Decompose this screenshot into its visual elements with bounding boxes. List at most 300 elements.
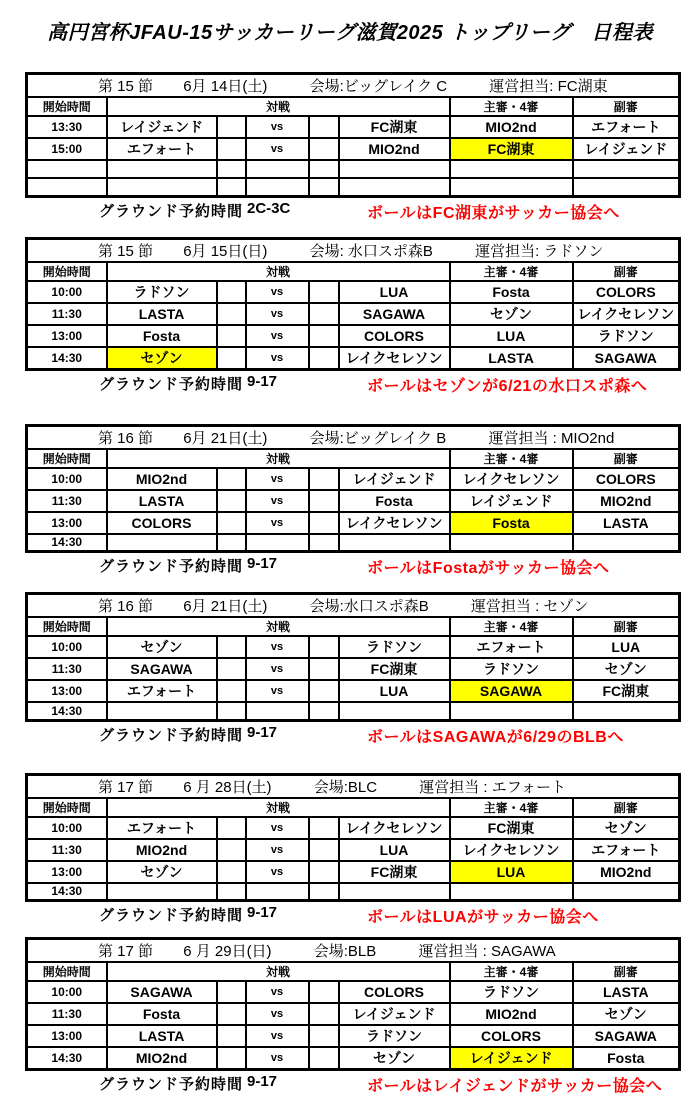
venue-label: 会場:ビッグレイク B bbox=[309, 429, 447, 447]
date-label: 6月 21日(土) bbox=[183, 429, 268, 447]
referee-cell: COLORS bbox=[450, 1025, 573, 1047]
match-row bbox=[27, 138, 680, 160]
spacer-cell bbox=[309, 303, 339, 325]
away-team-cell: Fosta bbox=[339, 490, 450, 512]
vs-label: vs bbox=[246, 636, 309, 658]
section-header bbox=[27, 425, 680, 449]
kickoff-time: 11:30 bbox=[27, 490, 107, 512]
col-header-time: 開始時間 bbox=[27, 97, 107, 116]
away-team-cell: ラドソン bbox=[339, 636, 450, 658]
schedule-list bbox=[25, 72, 678, 1095]
section-header bbox=[27, 774, 680, 798]
away-team-cell: SAGAWA bbox=[339, 303, 450, 325]
home-team-cell: セゾン bbox=[107, 861, 217, 883]
vs-label: vs bbox=[246, 325, 309, 347]
kickoff-time: 14:30 bbox=[27, 883, 107, 901]
date-label: 6 月 29日(日) bbox=[183, 943, 272, 960]
col-header-match: 対戦 bbox=[107, 97, 450, 116]
away-team-cell: LUA bbox=[339, 680, 450, 702]
match-row bbox=[27, 512, 680, 534]
round-label: 第 16 節 bbox=[98, 598, 154, 615]
spacer-cell bbox=[309, 468, 339, 490]
date-label: 6月 14日(土) bbox=[183, 78, 268, 95]
referee-cell: SAGAWA bbox=[450, 680, 573, 702]
spacer-cell bbox=[309, 839, 339, 861]
kickoff-time: 14:30 bbox=[27, 1047, 107, 1070]
referee-cell: LUA bbox=[450, 325, 573, 347]
col-header-time: 開始時間 bbox=[27, 449, 107, 468]
assistant-referee-cell: MIO2nd bbox=[573, 861, 680, 883]
vs-label: vs bbox=[246, 303, 309, 325]
col-header-match: 対戦 bbox=[107, 962, 450, 981]
schedule-section-2 bbox=[25, 237, 678, 395]
away-team-cell: レイジェンド bbox=[339, 1003, 450, 1025]
round-label: 第 17 節 bbox=[98, 778, 154, 796]
col-header-assistant: 副審 bbox=[573, 97, 680, 116]
away-team-cell: セゾン bbox=[339, 1047, 450, 1070]
spacer-cell bbox=[309, 138, 339, 160]
assistant-referee-cell: セゾン bbox=[573, 658, 680, 680]
kickoff-time: 11:30 bbox=[27, 658, 107, 680]
kickoff-time: 11:30 bbox=[27, 1003, 107, 1025]
col-header-match: 対戦 bbox=[107, 449, 450, 468]
assistant-referee-cell: レイジェンド bbox=[573, 138, 680, 160]
assistant-referee-cell bbox=[573, 160, 680, 178]
spacer-cell bbox=[309, 817, 339, 839]
venue-label: 会場:ビッグレイク C bbox=[309, 78, 448, 95]
kickoff-time: 13:00 bbox=[27, 512, 107, 534]
kickoff-time: 10:00 bbox=[27, 281, 107, 303]
spacer-cell bbox=[309, 861, 339, 883]
away-team-cell: COLORS bbox=[339, 325, 450, 347]
section-header bbox=[27, 939, 680, 963]
assistant-referee-cell: ラドソン bbox=[573, 325, 680, 347]
away-team-cell bbox=[339, 702, 450, 720]
assistant-referee-cell: LUA bbox=[573, 636, 680, 658]
spacer-cell bbox=[217, 160, 246, 178]
section-header bbox=[27, 238, 680, 262]
col-header-referee: 主審・4審 bbox=[450, 97, 573, 116]
spacer-cell bbox=[309, 281, 339, 303]
assistant-referee-cell bbox=[573, 702, 680, 720]
away-team-cell bbox=[339, 534, 450, 552]
ground-reservation-label: グラウンド予約時間 bbox=[99, 375, 244, 393]
col-header-assistant: 副審 bbox=[573, 798, 680, 817]
vs-label: vs bbox=[246, 138, 309, 160]
vs-label: vs bbox=[246, 680, 309, 702]
kickoff-time: 13:00 bbox=[27, 680, 107, 702]
kickoff-time: 10:00 bbox=[27, 636, 107, 658]
spacer-cell bbox=[309, 160, 339, 178]
assistant-referee-cell: レイクセレソン bbox=[573, 303, 680, 325]
ground-reservation-time: 9-17 bbox=[247, 1073, 278, 1090]
col-header-assistant: 副審 bbox=[573, 262, 680, 281]
schedule-section-5 bbox=[25, 773, 678, 926]
ball-return-note: ボールはFostaがサッカー協会へ bbox=[367, 560, 610, 577]
spacer-cell bbox=[217, 468, 246, 490]
home-team-cell: レイジェンド bbox=[107, 116, 217, 138]
spacer-cell bbox=[309, 680, 339, 702]
vs-label: vs bbox=[246, 981, 309, 1003]
kickoff-time bbox=[27, 178, 107, 196]
col-header-time: 開始時間 bbox=[27, 798, 107, 817]
vs-label: vs bbox=[246, 490, 309, 512]
ground-reservation-label: グラウンド予約時間 bbox=[99, 202, 244, 220]
venue-label: 会場: 水口スポ森B bbox=[309, 242, 433, 260]
kickoff-time: 13:30 bbox=[27, 116, 107, 138]
table-footer bbox=[25, 199, 678, 222]
schedule-section-3 bbox=[25, 424, 678, 577]
spacer-cell bbox=[309, 1047, 339, 1070]
away-team-cell bbox=[339, 178, 450, 196]
schedule-table-1 bbox=[25, 72, 681, 198]
vs-label: vs bbox=[246, 512, 309, 534]
vs-label: vs bbox=[246, 281, 309, 303]
spacer-cell bbox=[309, 1003, 339, 1025]
kickoff-time: 15:00 bbox=[27, 138, 107, 160]
match-row bbox=[27, 1047, 680, 1070]
staff-label: 運営担当 : セゾン bbox=[470, 598, 589, 615]
referee-cell: レイクセレソン bbox=[450, 839, 573, 861]
home-team-cell: Fosta bbox=[107, 1003, 217, 1025]
table-footer bbox=[25, 904, 678, 926]
round-label: 第 15 節 bbox=[98, 78, 154, 95]
home-team-cell: COLORS bbox=[107, 512, 217, 534]
spacer-cell bbox=[309, 512, 339, 534]
spacer-cell bbox=[217, 1047, 246, 1070]
spacer-cell bbox=[217, 1003, 246, 1025]
ground-reservation-label: グラウンド予約時間 bbox=[99, 726, 244, 744]
assistant-referee-cell: LASTA bbox=[573, 981, 680, 1003]
home-team-cell: LASTA bbox=[107, 303, 217, 325]
ball-return-note: ボールはSAGAWAが6/29のBLBへ bbox=[367, 728, 624, 746]
col-header-match: 対戦 bbox=[107, 262, 450, 281]
col-header-assistant: 副審 bbox=[573, 617, 680, 636]
col-header-assistant: 副審 bbox=[573, 962, 680, 981]
round-label: 第 16 節 bbox=[98, 429, 154, 447]
staff-label: 運営担当 : エフォート bbox=[419, 778, 567, 796]
match-row bbox=[27, 883, 680, 901]
spacer-cell bbox=[217, 512, 246, 534]
referee-cell: Fosta bbox=[450, 281, 573, 303]
referee-cell: レイジェンド bbox=[450, 490, 573, 512]
spacer-cell bbox=[309, 116, 339, 138]
section-header bbox=[27, 594, 680, 618]
match-row bbox=[27, 636, 680, 658]
away-team-cell: レイジェンド bbox=[339, 468, 450, 490]
home-team-cell bbox=[107, 178, 217, 196]
spacer-cell bbox=[217, 281, 246, 303]
referee-cell: LASTA bbox=[450, 347, 573, 370]
assistant-referee-cell: セゾン bbox=[573, 817, 680, 839]
spacer-cell bbox=[217, 490, 246, 512]
assistant-referee-cell: エフォート bbox=[573, 839, 680, 861]
spacer-cell bbox=[309, 658, 339, 680]
referee-cell: LUA bbox=[450, 861, 573, 883]
col-header-referee: 主審・4審 bbox=[450, 449, 573, 468]
match-row bbox=[27, 281, 680, 303]
kickoff-time: 13:00 bbox=[27, 1025, 107, 1047]
spacer-cell bbox=[217, 658, 246, 680]
schedule-table-3 bbox=[25, 424, 681, 554]
assistant-referee-cell: Fosta bbox=[573, 1047, 680, 1070]
kickoff-time: 14:30 bbox=[27, 534, 107, 552]
col-header-assistant: 副審 bbox=[573, 449, 680, 468]
spacer-cell bbox=[309, 534, 339, 552]
referee-cell: MIO2nd bbox=[450, 1003, 573, 1025]
ground-reservation-time: 9-17 bbox=[247, 555, 278, 572]
ground-reservation-time: 9-17 bbox=[247, 372, 278, 390]
spacer-cell bbox=[217, 1025, 246, 1047]
staff-label: 運営担当 : SAGAWA bbox=[418, 943, 556, 960]
assistant-referee-cell: MIO2nd bbox=[573, 490, 680, 512]
spacer-cell bbox=[309, 490, 339, 512]
section-header bbox=[27, 74, 680, 98]
referee-cell: レイジェンド bbox=[450, 1047, 573, 1070]
ground-reservation-time: 9-17 bbox=[247, 723, 278, 741]
referee-cell bbox=[450, 883, 573, 901]
assistant-referee-cell: エフォート bbox=[573, 116, 680, 138]
table-footer bbox=[25, 555, 678, 577]
kickoff-time: 13:00 bbox=[27, 325, 107, 347]
away-team-cell: レイクセレソン bbox=[339, 347, 450, 370]
assistant-referee-cell: COLORS bbox=[573, 281, 680, 303]
venue-label: 会場:BLC bbox=[313, 778, 378, 796]
date-label: 6月 15日(日) bbox=[183, 242, 268, 260]
assistant-referee-cell bbox=[573, 883, 680, 901]
away-team-cell: レイクセレソン bbox=[339, 817, 450, 839]
away-team-cell: LUA bbox=[339, 281, 450, 303]
col-header-match: 対戦 bbox=[107, 798, 450, 817]
match-row bbox=[27, 116, 680, 138]
home-team-cell bbox=[107, 160, 217, 178]
spacer-cell bbox=[217, 680, 246, 702]
home-team-cell: MIO2nd bbox=[107, 468, 217, 490]
spacer-cell bbox=[217, 534, 246, 552]
venue-label: 会場:水口スポ森B bbox=[309, 598, 429, 615]
match-row bbox=[27, 702, 680, 720]
ball-return-note: ボールはFC湖東がサッカー協会へ bbox=[367, 204, 620, 222]
col-header-referee: 主審・4審 bbox=[450, 962, 573, 981]
spacer-cell bbox=[309, 178, 339, 196]
referee-cell: Fosta bbox=[450, 512, 573, 534]
match-row bbox=[27, 468, 680, 490]
ground-reservation-label: グラウンド予約時間 bbox=[99, 1076, 244, 1093]
round-label: 第 17 節 bbox=[98, 943, 154, 960]
home-team-cell: エフォート bbox=[107, 680, 217, 702]
vs-label: vs bbox=[246, 1003, 309, 1025]
kickoff-time: 10:00 bbox=[27, 468, 107, 490]
vs-label: vs bbox=[246, 1025, 309, 1047]
home-team-cell bbox=[107, 702, 217, 720]
spacer-cell bbox=[309, 702, 339, 720]
kickoff-time: 14:30 bbox=[27, 702, 107, 720]
col-header-match: 対戦 bbox=[107, 617, 450, 636]
spacer-cell bbox=[217, 839, 246, 861]
assistant-referee-cell: LASTA bbox=[573, 512, 680, 534]
spacer-cell bbox=[217, 702, 246, 720]
col-header-referee: 主審・4審 bbox=[450, 262, 573, 281]
date-label: 6 月 28日(土) bbox=[183, 778, 272, 796]
vs-label: vs bbox=[246, 1047, 309, 1070]
ground-reservation-label: グラウンド予約時間 bbox=[99, 907, 244, 924]
date-label: 6月 21日(土) bbox=[183, 598, 268, 615]
spacer-cell bbox=[217, 303, 246, 325]
schedule-table-2 bbox=[25, 237, 681, 371]
match-row bbox=[27, 839, 680, 861]
away-team-cell: COLORS bbox=[339, 981, 450, 1003]
referee-cell: ラドソン bbox=[450, 981, 573, 1003]
schedule-section-6 bbox=[25, 937, 678, 1095]
ball-return-note: ボールはレイジェンドがサッカー協会へ bbox=[367, 1078, 663, 1095]
page-title: 高円宮杯JFAU-15サッカーリーグ滋賀2025 トップリーグ 日程表 bbox=[47, 22, 653, 44]
referee-cell bbox=[450, 702, 573, 720]
spacer-cell bbox=[217, 636, 246, 658]
vs-label bbox=[246, 534, 309, 552]
vs-label: vs bbox=[246, 468, 309, 490]
table-footer bbox=[25, 372, 678, 395]
spacer-cell bbox=[217, 178, 246, 196]
schedule-table-6 bbox=[25, 937, 681, 1071]
spacer-cell bbox=[217, 981, 246, 1003]
col-header-referee: 主審・4審 bbox=[450, 798, 573, 817]
home-team-cell: LASTA bbox=[107, 1025, 217, 1047]
assistant-referee-cell bbox=[573, 178, 680, 196]
match-row bbox=[27, 534, 680, 552]
match-row bbox=[27, 160, 680, 178]
away-team-cell: FC湖東 bbox=[339, 861, 450, 883]
vs-label: vs bbox=[246, 839, 309, 861]
spacer-cell bbox=[309, 883, 339, 901]
home-team-cell: LASTA bbox=[107, 490, 217, 512]
referee-cell: FC湖東 bbox=[450, 138, 573, 160]
vs-label bbox=[246, 702, 309, 720]
schedule-section-1 bbox=[25, 72, 678, 222]
assistant-referee-cell bbox=[573, 534, 680, 552]
staff-label: 運営担当 : MIO2nd bbox=[488, 429, 615, 447]
kickoff-time: 10:00 bbox=[27, 981, 107, 1003]
assistant-referee-cell: セゾン bbox=[573, 1003, 680, 1025]
home-team-cell: エフォート bbox=[107, 817, 217, 839]
spacer-cell bbox=[217, 861, 246, 883]
referee-cell: ラドソン bbox=[450, 658, 573, 680]
home-team-cell: Fosta bbox=[107, 325, 217, 347]
vs-label: vs bbox=[246, 658, 309, 680]
referee-cell bbox=[450, 534, 573, 552]
match-row bbox=[27, 325, 680, 347]
home-team-cell: ラドソン bbox=[107, 281, 217, 303]
match-row bbox=[27, 817, 680, 839]
referee-cell bbox=[450, 178, 573, 196]
referee-cell: FC湖東 bbox=[450, 817, 573, 839]
away-team-cell bbox=[339, 883, 450, 901]
away-team-cell: FC湖東 bbox=[339, 658, 450, 680]
kickoff-time: 10:00 bbox=[27, 817, 107, 839]
ball-return-note: ボールはセゾンが6/21の水口スポ森へ bbox=[367, 377, 648, 395]
vs-label bbox=[246, 178, 309, 196]
vs-label: vs bbox=[246, 347, 309, 370]
assistant-referee-cell: COLORS bbox=[573, 468, 680, 490]
match-row bbox=[27, 1025, 680, 1047]
away-team-cell: FC湖東 bbox=[339, 116, 450, 138]
spacer-cell bbox=[217, 883, 246, 901]
home-team-cell: SAGAWA bbox=[107, 981, 217, 1003]
kickoff-time: 11:30 bbox=[27, 839, 107, 861]
col-header-time: 開始時間 bbox=[27, 262, 107, 281]
referee-cell: MIO2nd bbox=[450, 116, 573, 138]
spacer-cell bbox=[217, 347, 246, 370]
home-team-cell: SAGAWA bbox=[107, 658, 217, 680]
spacer-cell bbox=[217, 325, 246, 347]
col-header-time: 開始時間 bbox=[27, 962, 107, 981]
match-row bbox=[27, 1003, 680, 1025]
assistant-referee-cell: FC湖東 bbox=[573, 680, 680, 702]
match-row bbox=[27, 658, 680, 680]
match-row bbox=[27, 680, 680, 702]
table-footer bbox=[25, 1073, 678, 1095]
col-header-referee: 主審・4審 bbox=[450, 617, 573, 636]
spacer-cell bbox=[309, 981, 339, 1003]
home-team-cell: セゾン bbox=[107, 347, 217, 370]
spacer-cell bbox=[217, 138, 246, 160]
spacer-cell bbox=[309, 1025, 339, 1047]
away-team-cell: MIO2nd bbox=[339, 138, 450, 160]
home-team-cell: エフォート bbox=[107, 138, 217, 160]
home-team-cell bbox=[107, 534, 217, 552]
away-team-cell: ラドソン bbox=[339, 1025, 450, 1047]
match-row bbox=[27, 347, 680, 370]
vs-label: vs bbox=[246, 861, 309, 883]
schedule-table-4 bbox=[25, 592, 681, 722]
match-row bbox=[27, 490, 680, 512]
referee-cell: エフォート bbox=[450, 636, 573, 658]
away-team-cell: レイクセレソン bbox=[339, 512, 450, 534]
assistant-referee-cell: SAGAWA bbox=[573, 347, 680, 370]
spacer-cell bbox=[309, 347, 339, 370]
home-team-cell: セゾン bbox=[107, 636, 217, 658]
home-team-cell: MIO2nd bbox=[107, 839, 217, 861]
schedule-table-5 bbox=[25, 773, 681, 903]
assistant-referee-cell: SAGAWA bbox=[573, 1025, 680, 1047]
venue-label: 会場:BLB bbox=[313, 943, 377, 960]
match-row bbox=[27, 303, 680, 325]
match-row bbox=[27, 178, 680, 196]
ground-reservation-time: 9-17 bbox=[247, 904, 278, 921]
staff-label: 運営担当: FC湖東 bbox=[489, 78, 608, 95]
home-team-cell bbox=[107, 883, 217, 901]
kickoff-time bbox=[27, 160, 107, 178]
round-label: 第 15 節 bbox=[98, 242, 154, 260]
away-team-cell bbox=[339, 160, 450, 178]
kickoff-time: 11:30 bbox=[27, 303, 107, 325]
match-row bbox=[27, 981, 680, 1003]
vs-label bbox=[246, 160, 309, 178]
ground-reservation-label: グラウンド予約時間 bbox=[99, 558, 244, 575]
schedule-section-4 bbox=[25, 592, 678, 746]
home-team-cell: MIO2nd bbox=[107, 1047, 217, 1070]
away-team-cell: LUA bbox=[339, 839, 450, 861]
referee-cell: レイクセレソン bbox=[450, 468, 573, 490]
referee-cell bbox=[450, 160, 573, 178]
vs-label bbox=[246, 883, 309, 901]
match-row bbox=[27, 861, 680, 883]
referee-cell: セゾン bbox=[450, 303, 573, 325]
table-footer bbox=[25, 723, 678, 746]
spacer-cell bbox=[217, 817, 246, 839]
vs-label: vs bbox=[246, 817, 309, 839]
col-header-time: 開始時間 bbox=[27, 617, 107, 636]
kickoff-time: 13:00 bbox=[27, 861, 107, 883]
